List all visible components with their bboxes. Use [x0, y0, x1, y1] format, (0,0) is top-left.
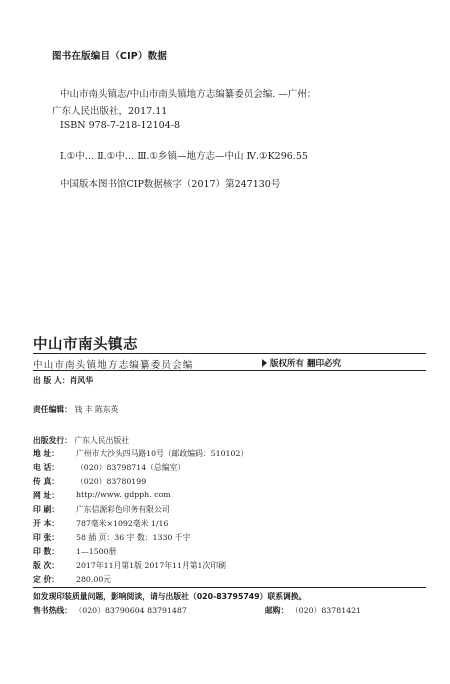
editor-organization: 中山市南头镇地方志编纂委员会编	[33, 360, 194, 371]
editor-value: 钱 丰 陈东英	[74, 405, 119, 414]
edition-label: 版 次：	[33, 561, 60, 570]
printer-value: 广东信源彩色印务有限公司	[76, 505, 170, 514]
cip-line-1: 中山市南头镇志/中山市南头镇地方志编纂委员会编. —广州：	[60, 89, 317, 100]
publisher-person-text: 出 版 人：肖风华	[33, 376, 94, 385]
print-run-value: 1—1500册	[76, 547, 117, 556]
cip-line-2: 广东人民出版社，2017.11	[52, 106, 168, 117]
issuer	[33, 435, 129, 446]
price-value: 280.00元	[76, 575, 112, 584]
address-label: 地 址：	[33, 449, 60, 458]
issuer-label: 出版发行：	[33, 436, 72, 445]
phone-label: 电 话：	[33, 463, 60, 472]
mail-label: 邮购：	[265, 606, 289, 615]
editor-label: 责任编辑：	[33, 405, 72, 414]
triangle-marker-icon	[262, 359, 267, 367]
footer-divider	[33, 587, 426, 588]
cip-isbn: ISBN 978-7-218-12104-8	[60, 120, 180, 131]
sales-hotline	[33, 605, 187, 616]
price-label: 定 价：	[33, 575, 60, 584]
website-label: 网 址：	[33, 491, 60, 500]
sheets-value: 58 插 页：36 字 数：1330 千字	[76, 533, 191, 542]
fax-value: （020）83780199	[76, 477, 147, 486]
responsible-editor	[33, 404, 118, 415]
cip-classification: Ⅰ.①中… Ⅱ.①中… Ⅲ.①乡镇—地方志—中山 Ⅳ.①K296.55	[60, 151, 308, 162]
print-run-label: 印 数：	[33, 547, 60, 556]
cip-heading: 图书在版编目（CIP）数据	[52, 51, 168, 62]
edition-value: 2017年11月第1版 2017年11月第1次印刷	[76, 561, 226, 570]
subtitle-divider	[33, 370, 426, 371]
book-title: 中山市南头镇志	[33, 337, 138, 353]
sales-label: 售书热线：	[33, 606, 72, 615]
address-value: 广州市大沙头四马路10号（邮政编码：510102）	[76, 449, 249, 458]
mail-value: （020）83781421	[290, 606, 362, 615]
title-divider	[33, 353, 426, 354]
issuer-value: 广东人民出版社	[74, 436, 130, 445]
rights-text: 版权所有 翻印必究	[270, 359, 341, 369]
printer-label: 印 刷：	[33, 505, 60, 514]
fax-label: 传 真：	[33, 477, 60, 486]
website-value: http://www. gdpph. com	[76, 490, 171, 499]
format-label: 开 本：	[33, 519, 60, 528]
quality-notice: 如发现印装质量问题，影响阅读，请与出版社（020-83795749）联系调换。	[33, 592, 307, 601]
publisher-person	[33, 375, 93, 386]
phone-value: （020）83798714（总编室）	[76, 463, 186, 472]
format-value: 787毫米×1092毫米 1/16	[76, 519, 169, 528]
mail-order	[265, 605, 361, 616]
sheets-label: 印 张：	[33, 533, 60, 542]
rights-notice	[262, 357, 341, 369]
sales-value: （020）83790604 83791487	[74, 606, 187, 615]
cip-record-number: 中国版本图书馆CIP数据核字（2017）第247130号	[60, 179, 281, 190]
